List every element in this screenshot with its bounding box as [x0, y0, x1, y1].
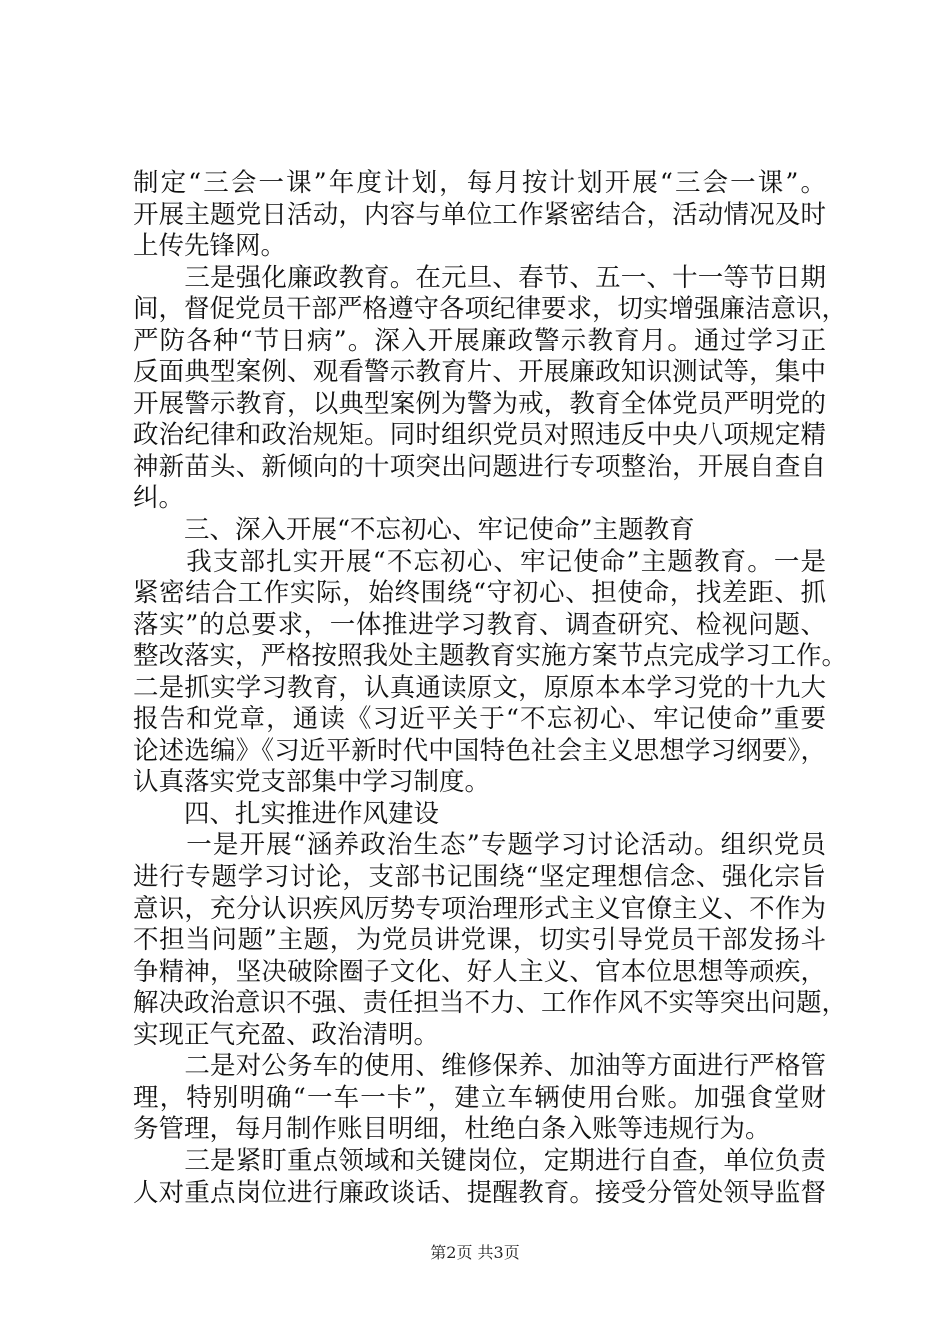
- text-line: 理，特别明确“一车一卡”，建立车辆使用台账。加强食堂财: [133, 1082, 826, 1113]
- text-line: 反面典型案例、观看警示教育片、开展廉政知识测试等，集中: [133, 357, 826, 388]
- text-line: 开展警示教育，以典型案例为警为戒，教育全体党员严明党的: [133, 388, 826, 419]
- text-line: 争精神，坚决破除圈子文化、好人主义、官本位思想等顽疾，: [133, 956, 826, 987]
- text-line: 整改落实，严格按照我处主题教育实施方案节点完成学习工作。: [133, 641, 848, 672]
- text-line: 论述选编》《习近平新时代中国特色社会主义思想学习纲要》，: [133, 735, 826, 766]
- text-line: 开展主题党日活动，内容与单位工作紧密结合，活动情况及时: [133, 199, 826, 230]
- text-line: 我支部扎实开展“不忘初心、牢记使命”主题教育。一是: [133, 546, 826, 577]
- text-line: 上传先锋网。: [133, 231, 287, 262]
- text-line: 务管理，每月制作账目明细，杜绝白条入账等违规行为。: [133, 1114, 771, 1145]
- text-line: 实现正气充盈、政治清明。: [133, 1019, 440, 1050]
- document-body: [133, 168, 848, 1209]
- text-line: 紧密结合工作实际，始终围绕“守初心、担使命，找差距、抓: [133, 578, 826, 609]
- text-line: 二是对公务车的使用、维修保养、加油等方面进行严格管: [133, 1051, 826, 1082]
- text-line: 政治纪律和政治规矩。同时组织党员对照违反中央八项规定精: [133, 420, 826, 451]
- text-line: 纠。: [133, 483, 185, 514]
- text-line: 二是抓实学习教育，认真通读原文，原原本本学习党的十九大: [133, 672, 826, 703]
- text-line: 进行专题学习讨论，支部书记围绕“坚定理想信念、强化宗旨: [133, 862, 826, 893]
- text-line: 制定“三会一课”年度计划，每月按计划开展“三会一课”。: [133, 168, 826, 198]
- text-line: 落实”的总要求，一体推进学习教育、调查研究、检视问题、: [133, 609, 826, 640]
- text-line: 不担当问题”主题，为党员讲党课，切实引导党员干部发扬斗: [133, 925, 826, 956]
- text-line: 一是开展“涵养政治生态”专题学习讨论活动。组织党员: [133, 830, 826, 861]
- text-line: 间，督促党员干部严格遵守各项纪律要求，切实增强廉洁意识，: [133, 294, 848, 325]
- text-line: 三、深入开展“不忘初心、牢记使命”主题教育: [133, 515, 695, 546]
- text-line: 人对重点岗位进行廉政谈话、提醒教育。接受分管处领导监督: [133, 1177, 826, 1208]
- text-line: 严防各种“节日病”。深入开展廉政警示教育月。通过学习正: [133, 325, 826, 356]
- page-footer: 第2页 共3页: [430, 1243, 520, 1262]
- text-line: 三是强化廉政教育。在元旦、春节、五一、十一等节日期: [133, 262, 826, 293]
- text-line: 神新苗头、新倾向的十项突出问题进行专项整治，开展自查自: [133, 451, 826, 482]
- text-line: 报告和党章，通读《习近平关于“不忘初心、牢记使命”重要: [133, 704, 826, 735]
- text-line: 四、扎实推进作风建设: [133, 798, 440, 829]
- text-line: 解决政治意识不强、责任担当不力、工作作风不实等突出问题，: [133, 988, 848, 1019]
- text-line: 意识，充分认识疾风厉势专项治理形式主义官僚主义、不作为: [133, 893, 826, 924]
- text-line: 认真落实党支部集中学习制度。: [133, 767, 491, 798]
- text-line: 三是紧盯重点领域和关键岗位，定期进行自查，单位负责: [133, 1145, 826, 1176]
